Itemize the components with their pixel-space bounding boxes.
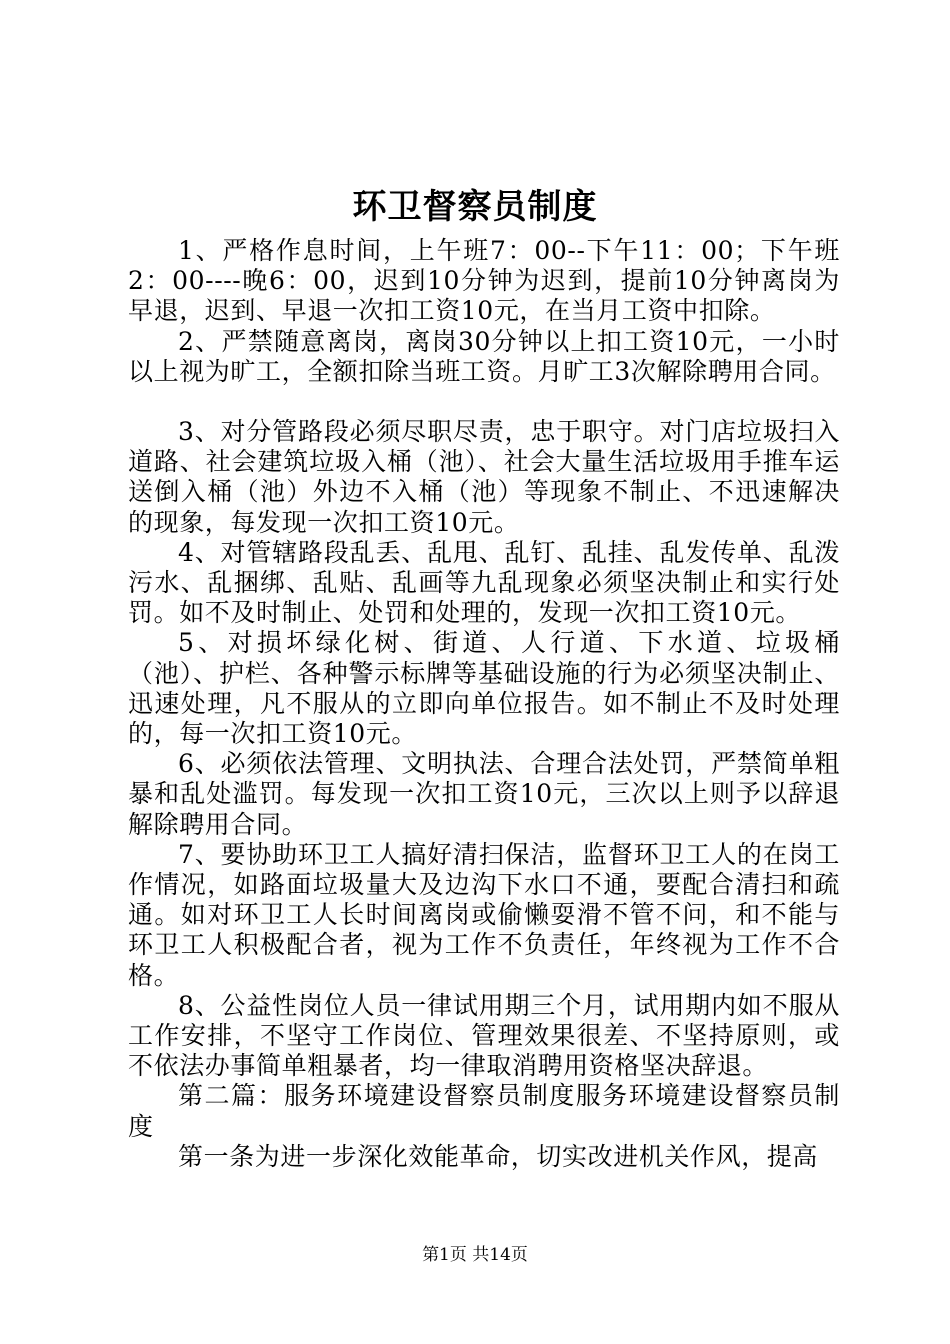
- document-title: 环卫督察员制度: [352, 187, 598, 227]
- section-heading-part-two: 第二篇：服务环境建设督察员制度服务环境建设督察员制度: [128, 1081, 840, 1141]
- paragraph-2: 2、严禁随意离岗，离岗30分钟以上扣工资10元，一小时以上视为旷工，全额扣除当班工资。月旷工3次解除聘用合同。: [128, 326, 840, 386]
- paragraph-4: 4、对管辖路段乱丢、乱甩、乱钉、乱挂、乱发传单、乱泼污水、乱捆绑、乱贴、乱画等九乱现象必须坚决制止和实行处罚。如不及时制止、处罚和处理的，发现一次扣工资10元。: [128, 537, 840, 628]
- paragraph-7: 7、要协助环卫工人搞好清扫保洁，监督环卫工人的在岗工作情况，如路面垃圾量大及边沟下水口不通，要配合清扫和疏通。如对环卫工人长时间离岗或偷懒耍滑不管不问，和不能与环卫工人积极配合者，视为工作不负责任，年终视为工作不合格。: [128, 839, 840, 990]
- paragraph-3: 3、对分管路段必须尽职尽责，忠于职守。对门店垃圾扫入道路、社会建筑垃圾入桶（池）、社会大量生活垃圾用手推车运送倒入桶（池）外边不入桶（池）等现象不制止、不迅速解决的现象，每发现一次扣工资10元。: [128, 417, 840, 537]
- page-number-footer: 第1页 共14页: [422, 1245, 528, 1265]
- paragraph-8: 8、公益性岗位人员一律试用期三个月，试用期内如不服从工作安排，不坚守工作岗位、管理效果很差、不坚持原则，或不依法办事简单粗暴者，均一律取消聘用资格坚决辞退。: [128, 990, 840, 1081]
- paragraph-5: 5、对损坏绿化树、街道、人行道、下水道、垃圾桶（池）、护栏、各种警示标牌等基础设施的行为必须坚决制止、迅速处理，凡不服从的立即向单位报告。如不制止不及时处理的，每一次扣工资10元。: [128, 628, 840, 749]
- paragraph-6: 6、必须依法管理、文明执法、合理合法处罚，严禁简单粗暴和乱处滥罚。每发现一次扣工资10元，三次以上则予以辞退解除聘用合同。: [128, 749, 840, 839]
- paragraph-article-1: 第一条为进一步深化效能革命，切实改进机关作风，提高: [178, 1141, 819, 1171]
- document-body: [128, 236, 840, 1172]
- paragraph-1: 1、严格作息时间，上午班7：00--下午11：00；下午班2：00----晚6：00，迟到10分钟为迟到，提前10分钟离岗为早退，迟到、早退一次扣工资10元，在当月工资中扣除。: [128, 236, 840, 326]
